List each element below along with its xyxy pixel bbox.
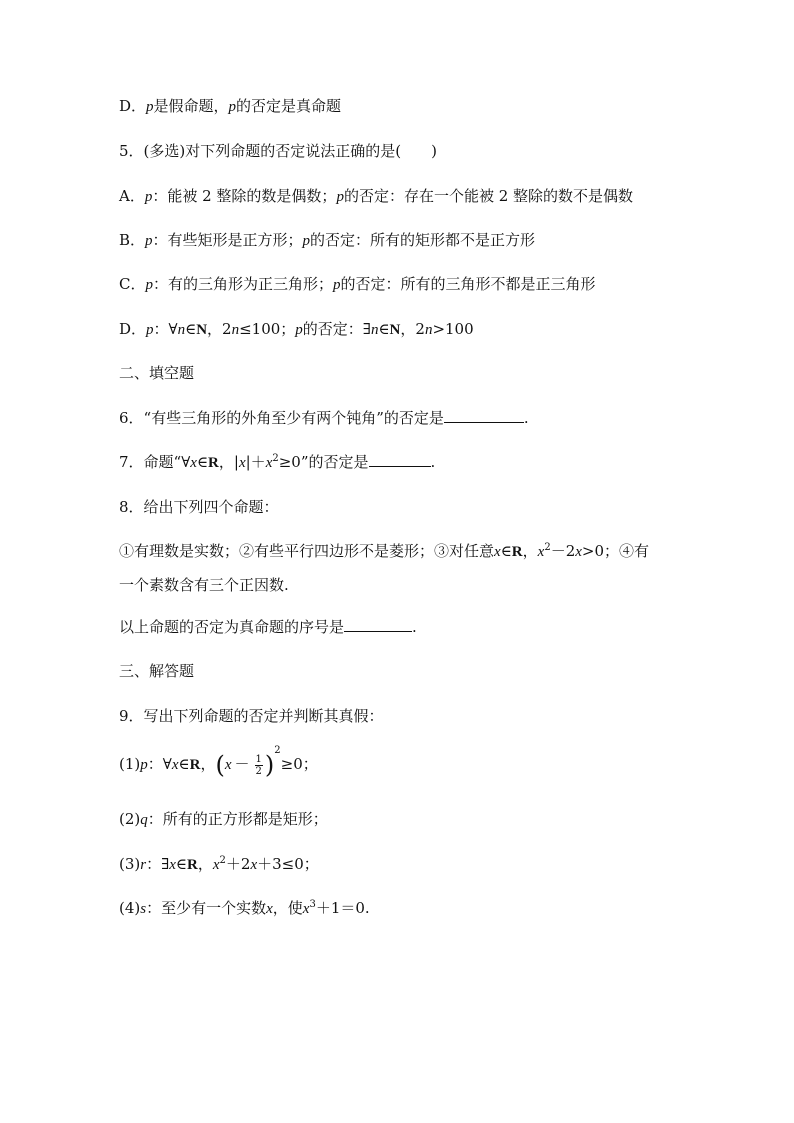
q5-option-c: C．p：有的三角形为正三角形；p的否定：所有的三角形不都是正三角形 (119, 275, 596, 293)
q5-option-d: D．p：∀n∈N，2n≤100；p的否定：∃n∈N，2n>100 (119, 320, 474, 338)
answer-blank (344, 617, 412, 632)
q8-stem: 8．给出下列四个命题： (119, 498, 279, 516)
q9-sub-3: (3)r：∃x∈R，$x^2+2x+3\le 0$； (119, 855, 319, 873)
fraction: $\frac{1}{2}$ (255, 753, 262, 777)
q8-line-2: 一个素数含有三个正因数. (119, 576, 289, 594)
answer-blank (444, 408, 524, 423)
q8-question: 以上命题的否定为真命题的序号是 . (119, 618, 417, 636)
q5-option-b: B．p：有些矩形是正方形；p的否定：所有的矩形都不是正方形 (119, 231, 536, 249)
q5-stem: 5．(多选)对下列命题的否定说法正确的是( ) (119, 142, 437, 160)
q9-sub-1: (1)p：∀x∈R，(x － $\frac{1}{2}$ )$^2$≥0； (119, 745, 318, 779)
section-title-answer: 三、解答题 (119, 662, 195, 680)
q5-option-a: A．p：能被 2 整除的数是偶数；p的否定：存在一个能被 2 整除的数不是偶数 (119, 187, 634, 205)
option-label: D． (119, 97, 147, 115)
q9-stem: 9．写出下列命题的否定并判断其真假： (119, 707, 384, 725)
answer-blank (369, 452, 431, 467)
q6: 6．“有些三角形的外角至少有两个钝角”的否定是 . (119, 409, 529, 427)
q9-sub-2: (2)q：所有的正方形都是矩形； (119, 810, 328, 828)
q7: 7．命题“∀x∈R，$|x|+x^2\ge 0$”的否定是 . (119, 453, 436, 471)
q8-line-1: ①有理数是实数；②有些平行四边形不是菱形；③对任意x∈R，$x^2-2x>0$；④有 (119, 542, 650, 560)
q9-sub-4: (4)s：至少有一个实数x，使$x^3+1=0$. (119, 899, 370, 917)
section-title-fill-blank: 二、填空题 (119, 364, 195, 382)
q4-option-d: D．p是假命题，p的否定是真命题 (119, 97, 342, 115)
